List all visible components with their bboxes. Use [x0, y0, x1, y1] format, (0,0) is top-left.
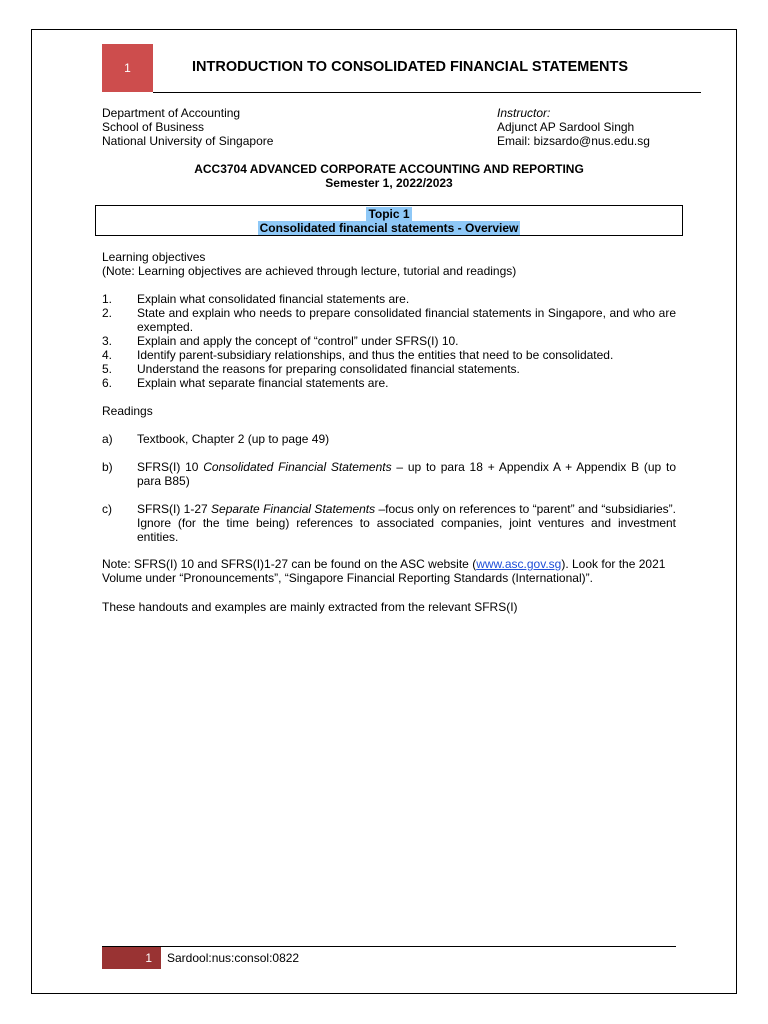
instructor-email: Email: bizsardo@nus.edu.sg — [497, 134, 650, 148]
footer-page-number: 1 — [102, 947, 161, 969]
list-item — [102, 334, 676, 348]
instructor-label: Instructor: — [497, 106, 551, 120]
footer-text: Sardool:nus:consol:0822 — [167, 951, 300, 965]
note-text-pre: Note: SFRS(I) 10 and SFRS(I)1-27 can be found on the ASC website ( — [102, 557, 477, 571]
reading-item-title: Separate Financial Statements — [211, 502, 376, 516]
list-item — [102, 376, 676, 390]
list-item-number: 1. — [102, 292, 113, 306]
list-item-text: State and explain who needs to prepare consolidated financial statements in Singapore, and who are exempted. — [137, 306, 676, 334]
university-line: National University of Singapore — [102, 134, 274, 148]
reading-item-post: – up to para 18 + Appendix A + Appendix B (up to para B85) — [137, 460, 676, 488]
learning-objectives-intro — [102, 250, 516, 278]
asc-website-link[interactable]: www.asc.gov.sg — [476, 557, 562, 571]
readings-heading: Readings — [102, 404, 153, 418]
list-item-text: Explain what separate financial statements are. — [137, 376, 389, 390]
list-item-number: 2. — [102, 306, 113, 320]
reading-item-a — [102, 432, 676, 446]
list-item — [102, 292, 676, 306]
list-item — [102, 362, 676, 376]
department-line: Department of Accounting — [102, 106, 241, 120]
topic-title: Consolidated financial statements - Overview — [259, 221, 519, 235]
reading-item-label: b) — [102, 460, 113, 474]
note-paragraph — [102, 557, 676, 585]
course-title: ACC3704 ADVANCED CORPORATE ACCOUNTING AND REPORTING — [194, 162, 584, 176]
note-text-post: ). Look for the 2021 Volume under “Pronouncements”, “Singapore Financial Reporting Standards (International)”. — [102, 557, 666, 585]
footer-divider — [102, 946, 676, 947]
topic-number: Topic 1 — [368, 207, 410, 221]
list-item — [102, 306, 676, 334]
handouts-note: These handouts and examples are mainly extracted from the relevant SFRS(I) — [102, 600, 518, 614]
list-item-number: 5. — [102, 362, 113, 376]
reading-item-label: a) — [102, 432, 113, 446]
department-block — [102, 106, 273, 148]
list-item-text: Explain what consolidated financial statements are. — [137, 292, 410, 306]
list-item-number: 3. — [102, 334, 113, 348]
header-divider — [153, 92, 701, 93]
page-title: INTRODUCTION TO CONSOLIDATED FINANCIAL STATEMENTS — [192, 59, 629, 75]
topic-box — [95, 205, 683, 236]
reading-item-c — [102, 502, 676, 544]
list-item-text: Understand the reasons for preparing consolidated financial statements. — [137, 362, 520, 376]
list-item-number: 4. — [102, 348, 113, 362]
reading-item-pre: SFRS(I) 10 — [137, 460, 204, 474]
header-page-number: 1 — [102, 44, 153, 92]
course-semester: Semester 1, 2022/2023 — [325, 176, 453, 190]
list-item — [102, 348, 676, 362]
instructor-block — [497, 106, 650, 148]
learning-objectives-list — [102, 292, 676, 390]
reading-item-post: –focus only on references to “parent” and “subsidiaries”. Ignore (for the time being) references to associated companies, joint ventures and investment entities. — [137, 502, 677, 544]
learning-objectives-heading: Learning objectives — [102, 250, 206, 264]
reading-item-pre: SFRS(I) 1-27 — [137, 502, 212, 516]
learning-objectives-note: (Note: Learning objectives are achieved through lecture, tutorial and readings) — [102, 264, 517, 278]
list-item-number: 6. — [102, 376, 113, 390]
course-heading — [102, 162, 676, 190]
list-item-text: Explain and apply the concept of “control” under SFRS(I) 10. — [137, 334, 459, 348]
list-item-text: Identify parent-subsidiary relationships, and thus the entities that need to be consolidated. — [137, 348, 614, 362]
school-line: School of Business — [102, 120, 205, 134]
reading-item-label: c) — [102, 502, 112, 516]
reading-item-text: Textbook, Chapter 2 (up to page 49) — [137, 432, 330, 446]
instructor-name: Adjunct AP Sardool Singh — [497, 120, 635, 134]
reading-item-title: Consolidated Financial Statements — [203, 460, 392, 474]
reading-item-b — [102, 460, 676, 488]
